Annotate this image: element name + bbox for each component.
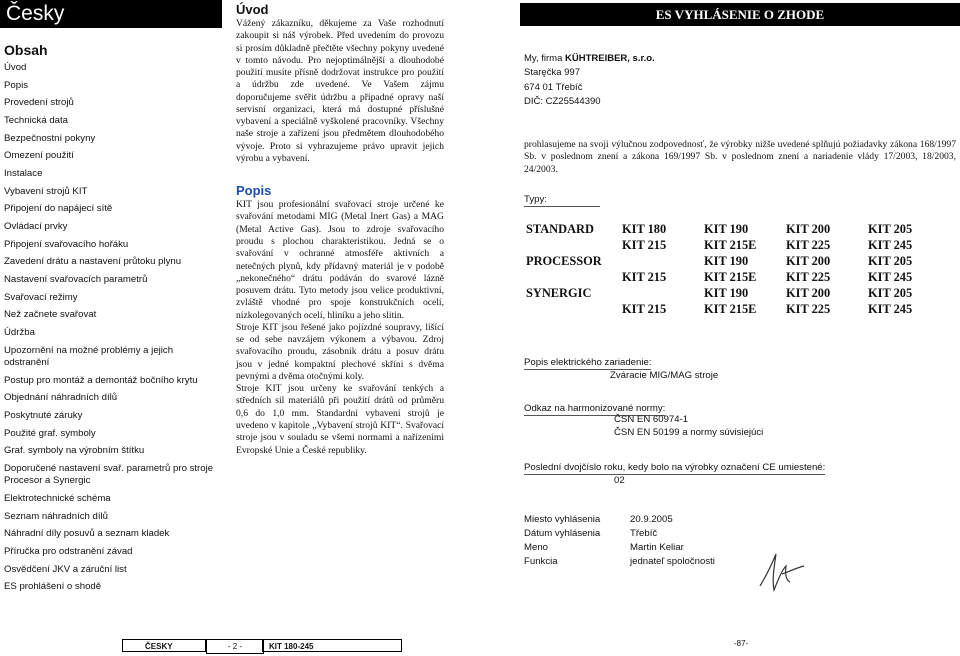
toc-item[interactable]: Nastavení svařovacích parametrů (4, 273, 148, 285)
toc-item[interactable]: Poskytnuté záruky (4, 409, 83, 421)
description-paragraph: Stroje KIT jsou určeny ke svařování tenkých a středních sil materiálů při použití drátů od průměru 0,6 do 1,0 mm. Standardní vybavení strojů je uvedeno v kapitole „Vybavení strojů KIT“. Svařovací stroje jsou v souladu se všemi normami a nařízeními Evropské Unie a České republiky. (236, 383, 444, 456)
norms-label: Odkaz na harmonizované normy: (524, 403, 666, 415)
model-cell: KIT 180 (622, 222, 667, 237)
norms-field (524, 403, 956, 440)
issue-label: Meno (524, 542, 548, 554)
toc-item[interactable]: ES prohlášení o shodě (4, 581, 102, 593)
table-row (524, 514, 715, 528)
language-header: Česky (0, 0, 222, 28)
model-cell: KIT 225 (786, 238, 831, 253)
toc-item[interactable]: Instalace (4, 167, 43, 179)
company-line (524, 52, 956, 66)
issue-table (524, 514, 715, 570)
intro-text: Vážený zákazníku, děkujeme za Vaše rozhodnutí zakoupit si náš výrobek. Před uvedením do provozu si prosím důkladně přečtěte všechny pokyny uvedené v tomto návodu. Pro nejoptimálnější a dlouhodobé použití musíte přísně dodržovat instrukce pro použití a údržbu zde uvedené. Ve Vašem zájmu doporučujeme svěřit údržbu a případné opravy naší servisní organizaci, která má dostupné příslušné vybavení a speciálně vyškolené pracovníky. Všechny naše stroje a zařízení jsou předmětem dlouhodobého vývoje. Proto si vyhrazujeme právo upravit jejich výrobu a vybavení. (236, 18, 444, 164)
model-cell: KIT 215E (704, 270, 757, 285)
issue-value: jednateľ spoločnosti (630, 556, 715, 568)
toc-item[interactable]: Zavedení drátu a nastavení průtoku plynu (4, 256, 182, 268)
model-category: PROCESSOR (526, 254, 602, 269)
model-cell: KIT 200 (786, 254, 831, 269)
equipment-label: Popis elektrického zariadenie: (524, 357, 652, 369)
toc-item[interactable]: Vybavení strojů KIT (4, 185, 88, 197)
toc-item[interactable]: Osvědčení JKV a záruční list (4, 563, 127, 575)
intro-heading: Úvod (236, 2, 269, 17)
toc-item[interactable]: Omezení použití (4, 150, 74, 162)
model-cell: KIT 245 (868, 302, 913, 317)
issue-label: Dátum vyhlásenia (524, 528, 601, 540)
footer (0, 636, 960, 656)
table-row (524, 542, 715, 556)
model-cell: KIT 190 (704, 222, 749, 237)
toc-item[interactable]: Postup pro montáž a demontáž bočního krytu (4, 374, 198, 386)
equipment-field (524, 357, 956, 381)
norm-item: ČSN EN 60974-1 (614, 414, 689, 426)
city: 674 01 Třebíč (524, 81, 583, 93)
model-cell: KIT 205 (868, 222, 913, 237)
model-cell: KIT 225 (786, 270, 831, 285)
street: Staręčka 997 (524, 67, 580, 79)
models-table (526, 221, 950, 317)
tax-id: DIČ: CZ25544390 (524, 95, 601, 107)
model-category: STANDARD (526, 222, 594, 237)
ce-year-label: Poslední dvojčíslo roku, kedy bolo na výrobky označení CE umiestené: (524, 462, 826, 474)
model-cell: KIT 200 (786, 222, 831, 237)
model-cell: KIT 215 (622, 270, 667, 285)
toc-item[interactable]: Náhradní díly posuvů a seznam kladek (4, 528, 170, 540)
description-paragraph: Stroje KIT jsou řešené jako pojízdné soupravy, lišící se od sebe navzájem výkonem a výbavou. Zdroj svařovacího proudu, zásobník drátu a posuv drátu jsou v jedné kompaktní plechové skříni s dvěma pevnými a dvěma otočnými koly. (236, 321, 444, 382)
issue-label: Funkcia (524, 556, 558, 568)
table-of-contents (0, 62, 222, 594)
toc-item[interactable]: Objednání náhradních dílů (4, 392, 118, 404)
model-cell: KIT 215E (704, 238, 757, 253)
model-cell: KIT 190 (704, 286, 749, 301)
model-category: SYNERGIC (526, 286, 592, 301)
table-row (524, 556, 715, 570)
equipment-value: Zváracie MIG/MAG stroje (610, 370, 719, 382)
table-row (526, 301, 950, 317)
toc-item[interactable]: Úvod (4, 62, 27, 73)
toc-item[interactable]: Příručka pro odstranění závad (4, 546, 133, 557)
table-row (526, 237, 950, 253)
toc-item[interactable]: Údržba (4, 326, 35, 338)
left-column (0, 0, 222, 599)
toc-item[interactable]: Svařovací režimy (4, 291, 78, 303)
declaration-text: prohlasujeme na svoji výlučnou zodpovednosť, že výrobky nižše uvedené splňujú požiadavky zákona 168/1997 Sb. v poslednom znení a zákona 169/1997 Sb. v poslednom znení a nariadenie vlády 17/2003, 18/2003, 24/2003. (524, 139, 956, 175)
model-cell: KIT 245 (868, 270, 913, 285)
issue-value: Martin Keliar (630, 542, 684, 554)
toc-item[interactable]: Než začnete svařovat (4, 309, 97, 321)
model-cell: KIT 215E (704, 302, 757, 317)
model-cell: KIT 190 (704, 254, 749, 269)
toc-item[interactable]: Připojení do napájecí sítě (4, 203, 113, 215)
model-cell: KIT 200 (786, 286, 831, 301)
model-cell (622, 285, 704, 301)
ce-declaration-title: ES VYHLÁSENIE O ZHODE (520, 3, 960, 26)
description-paragraph: KIT jsou profesionální svařovací stroje určené ke svařování metodami MIG (Metal Inert Gas) a MAG (Metal Active Gas). Jsou to zdroje svařovacího proudu s plochou charakteristikou. Jedná se o svařování v ochranné atmosféře aktivních a netečných plynů, kdy přídavný materiál je v podobě „nekonečného“ drátu podáván do svarové lázně posuvem drátu. Tyto metody jsou velice produktivní, zvláště vhodné pro spoje konstrukčních ocelí, nízkolegovaných ocelí, hliníku a jeho slitin. (236, 199, 444, 321)
company-prefix: My, firma (524, 53, 563, 64)
model-cell: KIT 225 (786, 302, 831, 317)
section-gap (236, 165, 444, 181)
footer-page-right: -87- (734, 639, 749, 648)
toc-item[interactable]: Připojení svařovacího hořáku (4, 238, 129, 250)
toc-item[interactable]: Graf. symboly na výrobním štítku (4, 445, 145, 457)
toc-item[interactable]: Upozornění na možné problémy a jejich odstranění (4, 344, 174, 368)
toc-item[interactable]: Použité graf. symboly (4, 427, 96, 439)
toc-item[interactable]: Doporučené nastavení svař. parametrů pro stroje Procesor a Synergic (4, 462, 214, 487)
table-row (526, 221, 950, 237)
ce-year-value: 02 (614, 475, 625, 487)
model-cell: KIT 215 (622, 238, 667, 253)
issue-value: 20.9.2005 (630, 514, 673, 526)
model-cell: KIT 205 (868, 286, 913, 301)
middle-column (236, 0, 444, 457)
model-category (526, 301, 622, 317)
description-heading: Popis (236, 183, 272, 199)
toc-item[interactable]: Provedení strojů (4, 97, 74, 109)
table-row (526, 269, 950, 285)
model-category (526, 237, 622, 253)
toc-item[interactable]: Elektrotechnické schéma (4, 493, 111, 505)
toc-item[interactable]: Popis (4, 79, 28, 91)
toc-item[interactable]: Seznam náhradních dílů (4, 510, 108, 522)
model-cell: KIT 205 (868, 254, 913, 269)
model-cell: KIT 215 (622, 302, 667, 317)
footer-page-number: - 2 - (206, 639, 264, 654)
right-column (520, 0, 960, 570)
toc-item[interactable]: Ovládací prvky (4, 220, 68, 232)
toc-item[interactable]: Bezpečnostní pokyny (4, 132, 96, 144)
table-row (526, 253, 950, 269)
issue-label: Miesto vyhlásenia (524, 514, 601, 526)
company-address (524, 52, 956, 109)
issue-value: Třebíč (630, 528, 658, 540)
toc-title: Obsah (4, 42, 48, 58)
toc-item[interactable]: Technická data (4, 114, 68, 126)
norm-item: ČSN EN 50199 a normy súvisiejúci (614, 427, 764, 439)
model-category (526, 269, 622, 285)
types-label: Typy: (524, 194, 600, 207)
table-row (526, 285, 950, 301)
footer-model: KIT 180-245 (262, 639, 402, 652)
model-cell (622, 253, 704, 269)
model-cell: KIT 245 (868, 238, 913, 253)
ce-year-field (524, 462, 956, 486)
footer-language: ČESKY (122, 639, 206, 652)
signature-icon (752, 546, 812, 598)
company-name: KÜHTREIBER, s.r.o. (565, 53, 655, 64)
table-row (524, 528, 715, 542)
